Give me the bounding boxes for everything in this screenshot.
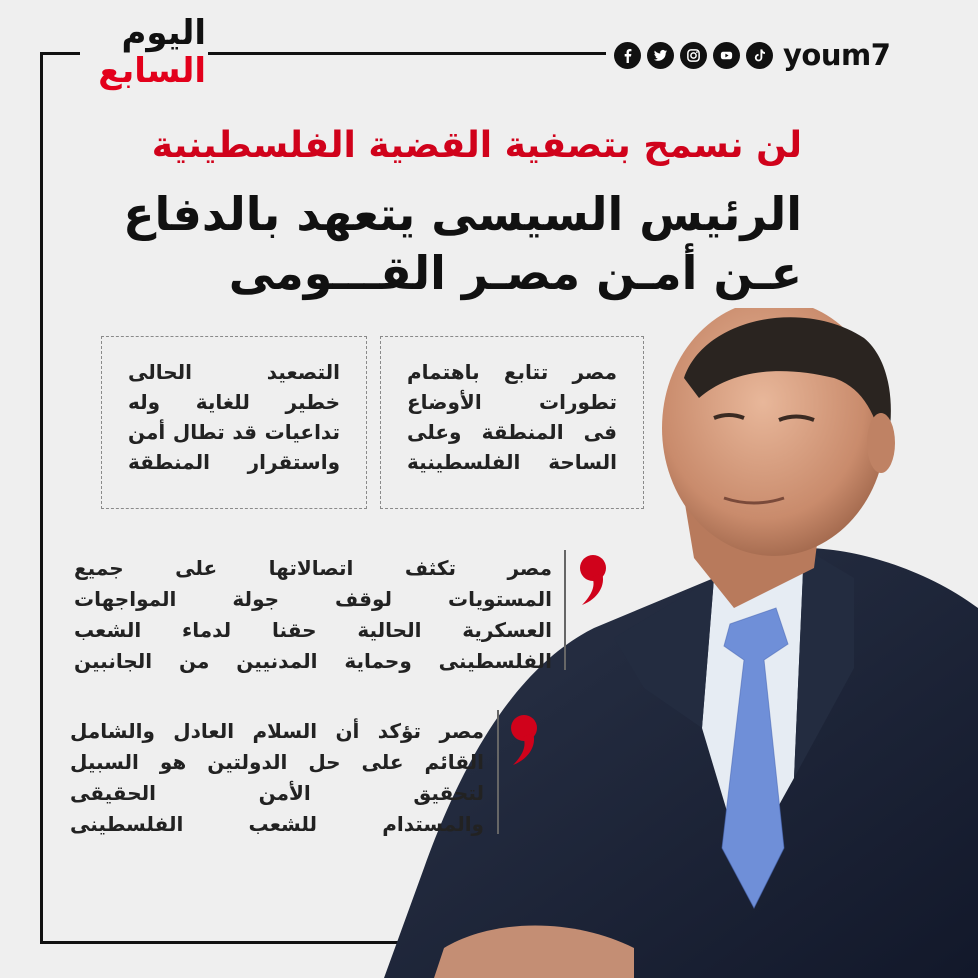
quote-block-1 [74, 553, 552, 677]
facebook-icon[interactable] [614, 42, 641, 69]
quote-line: القائم على حل الدولتين هو السبيل [70, 750, 484, 774]
quote-mark-icon [507, 713, 541, 767]
quote-line: مصر تؤكد أن السلام العادل والشامل [70, 719, 484, 743]
card-left-line: خطير للغاية وله [128, 390, 340, 414]
quote-mark-icon [576, 553, 610, 607]
quote-divider [564, 550, 566, 670]
logo-line-2: السابع [98, 51, 206, 91]
quote-line: المستويات لوقف جولة المواجهات [74, 587, 552, 611]
tiktok-icon[interactable] [746, 42, 773, 69]
card-left-line: تداعيات قد تطال أمن [128, 420, 340, 444]
brand-name: youm7 [783, 38, 891, 72]
card-left-line: التصعيد الحالى [128, 360, 340, 384]
social-bar [614, 38, 890, 72]
quote-line: والمستدام للشعب الفلسطينى [70, 812, 484, 836]
quote-divider [497, 710, 499, 834]
logo-line-1: اليوم [121, 13, 206, 53]
card-right-line: فى المنطقة وعلى [407, 420, 617, 444]
card-right-line: تطورات الأوضاع [407, 390, 617, 414]
frame-left-line [40, 52, 43, 944]
card-right-line: مصر تتابع باهتمام [407, 360, 617, 384]
quote-line: العسكرية الحالية حقنا لدماء الشعب [74, 618, 552, 642]
youm7-logo [88, 14, 206, 96]
frame-top-right-line [208, 52, 606, 55]
headline-line-2: عـن أمـن مصـر القـــومى [228, 246, 802, 300]
quote-line: لتحقيق الأمن الحقيقى [70, 781, 484, 805]
card-right-line: الساحة الفلسطينية [407, 450, 617, 474]
quote-line: مصر تكثف اتصالاتها على جميع [74, 556, 552, 580]
instagram-icon[interactable] [680, 42, 707, 69]
quote-line: الفلسطينى وحماية المدنيين من الجانبين [74, 649, 552, 673]
info-card-left [101, 336, 367, 509]
headline-subtitle: لن نسمح بتصفية القضية الفلسطينية [151, 125, 802, 166]
frame-top-left-line [40, 52, 80, 55]
info-card-right [380, 336, 644, 509]
headline-line-1: الرئيس السيسى يتعهد بالدفاع [123, 187, 802, 241]
card-left-line: واستقرار المنطقة [128, 450, 340, 474]
quote-block-2 [70, 716, 484, 840]
twitter-icon[interactable] [647, 42, 674, 69]
youtube-icon[interactable] [713, 42, 740, 69]
